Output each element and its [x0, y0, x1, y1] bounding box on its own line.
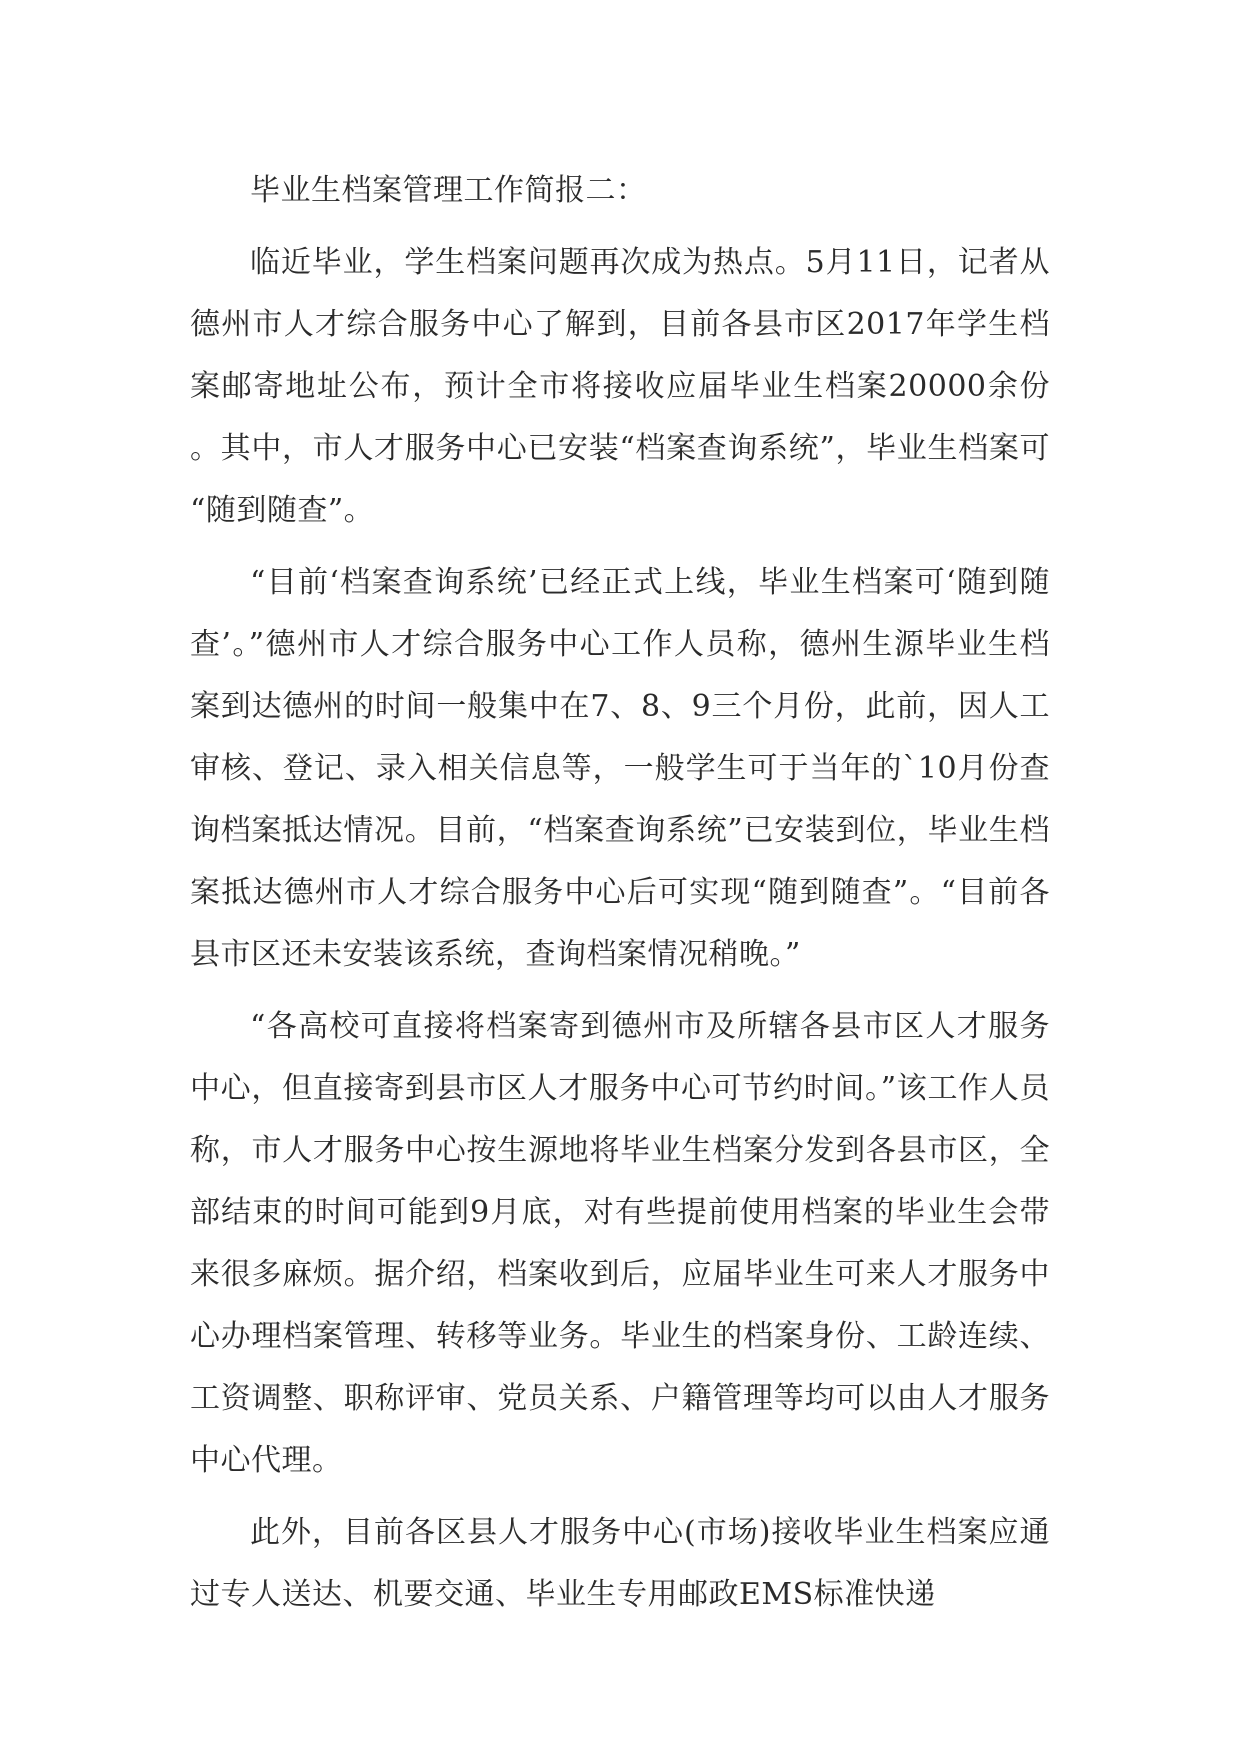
paragraph-query-system: “目前‘档案查询系统’已经正式上线，毕业生档案可‘随到随查’。”德州市人才综合服务中心工作人员称，德州生源毕业生档案到达德州的时间一般集中在7、8、9三个月份，此前，因人工审核、登记、录入相关信息等，一般学生可于当年的`10月份查询档案抵达情况。目前，“档案查询系统”已安装到位，毕业生档案抵达德州市人才综合服务中心后可实现“随到随查”。“目前各县市区还未安装该系统，查询档案情况稍晚。”	[190, 565, 1050, 972]
document-title: 毕业生档案管理工作简报二：	[250, 173, 647, 208]
paragraph-mailing: “各高校可直接将档案寄到德州市及所辖各县市区人才服务中心，但直接寄到县市区人才服务中心可节约时间。”该工作人员称，市人才服务中心按生源地将毕业生档案分发到各县市区，全部结束的时间可能到9月底，对有些提前使用档案的毕业生会带来很多麻烦。据介绍，档案收到后，应届毕业生可来人才服务中心办理档案管理、转移等业务。毕业生的档案身份、工龄连续、工资调整、职称评审、党员关系、户籍管理等均可以由人才服务中心代理。	[190, 1009, 1050, 1478]
paragraph-intro: 临近毕业，学生档案问题再次成为热点。5月11日，记者从德州市人才综合服务中心了解到，目前各县市区2017年学生档案邮寄地址公布，预计全市将接收应届毕业生档案20000余份。其中，市人才服务中心已安装“档案查询系统”，毕业生档案可“随到随查”。	[190, 245, 1050, 528]
paragraph-delivery: 此外，目前各区县人才服务中心(市场)接收毕业生档案应通过专人送达、机要交通、毕业生专用邮政EMS标准快递	[190, 1515, 1050, 1612]
document-body	[190, 160, 1050, 1626]
